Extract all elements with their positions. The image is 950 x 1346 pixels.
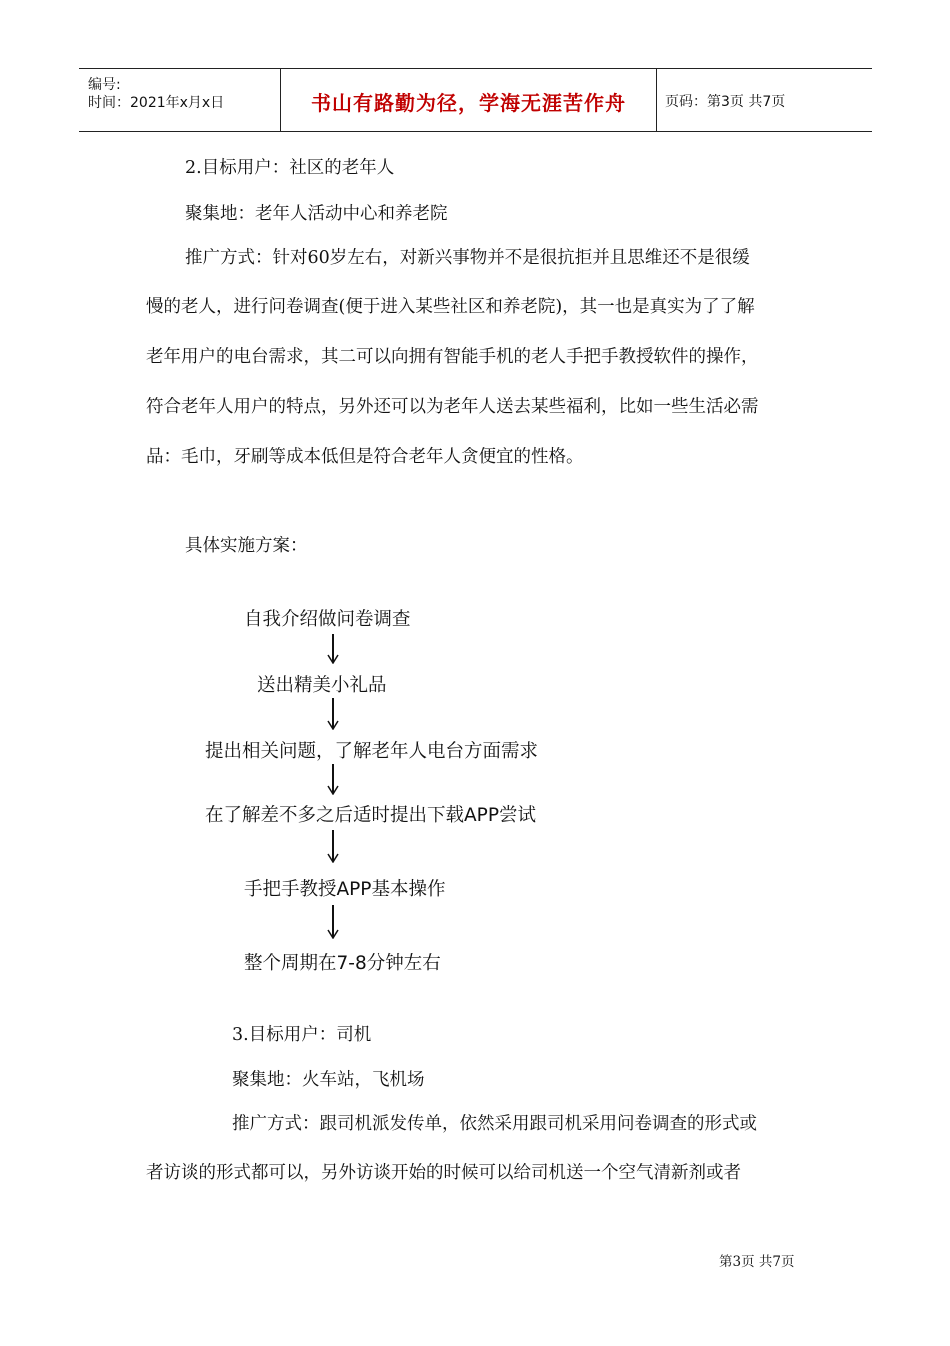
- section2-method-line: 符合老年人用户的特点，另外还可以为老年人送去某些福利，比如一些生活必需: [146, 397, 759, 417]
- header-motto-cell: [280, 69, 657, 131]
- section2-gathering: 聚集地：老年人活动中心和养老院: [185, 204, 448, 224]
- flow-step: 整个周期在7-8分钟左右: [244, 953, 441, 974]
- flow-step: 提出相关问题，了解老年人电台方面需求: [205, 741, 539, 762]
- down-arrow-icon: [327, 905, 339, 939]
- footer-page-number: 第3页 共7页: [719, 1254, 795, 1270]
- motto-text: 书山有路勤为径，学海无涯苦作舟: [311, 91, 626, 115]
- header-page-number: 页码：第3页 共7页: [665, 94, 786, 110]
- date-label: 时间：2021年x月x日: [88, 95, 225, 111]
- flow-step: 手把手教授APP基本操作: [244, 879, 446, 900]
- section2-method-line: 老年用户的电台需求，其二可以向拥有智能手机的老人手把手教授软件的操作，: [146, 347, 759, 367]
- section2-method-line: 品：毛巾，牙刷等成本低但是符合老年人贪便宜的性格。: [146, 447, 584, 467]
- flow-step: 在了解差不多之后适时提出下载APP尝试: [205, 805, 536, 826]
- flow-step: 自我介绍做问卷调查: [244, 609, 411, 630]
- serial-number-label: 编号:: [88, 77, 121, 93]
- section2-method-line: 慢的老人，进行问卷调查(便于进入某些社区和养老院)，其一也是真实为了了解: [146, 297, 755, 317]
- section3-method-line: 者访谈的形式都可以，另外访谈开始的时候可以给司机送一个空气清新剂或者: [146, 1163, 741, 1183]
- section2-title: 2.目标用户：社区的老年人: [185, 158, 395, 178]
- down-arrow-icon: [327, 764, 339, 795]
- down-arrow-icon: [327, 634, 339, 664]
- flow-step: 送出精美小礼品: [257, 675, 387, 696]
- header-left-cell: [79, 69, 280, 131]
- section2-method-line: 推广方式：针对60岁左右，对新兴事物并不是很抗拒并且思维还不是很缓: [185, 248, 750, 268]
- page-header: [79, 68, 872, 132]
- section3-method-line: 推广方式：跟司机派发传单，依然采用跟司机采用问卷调查的形式或: [232, 1114, 757, 1134]
- down-arrow-icon: [327, 830, 339, 863]
- implementation-plan-title: 具体实施方案：: [185, 536, 308, 556]
- down-arrow-icon: [327, 698, 339, 730]
- header-right-cell: [656, 69, 872, 131]
- section3-title: 3.目标用户：司机: [232, 1025, 372, 1045]
- section3-gathering: 聚集地：火车站，飞机场: [232, 1070, 425, 1090]
